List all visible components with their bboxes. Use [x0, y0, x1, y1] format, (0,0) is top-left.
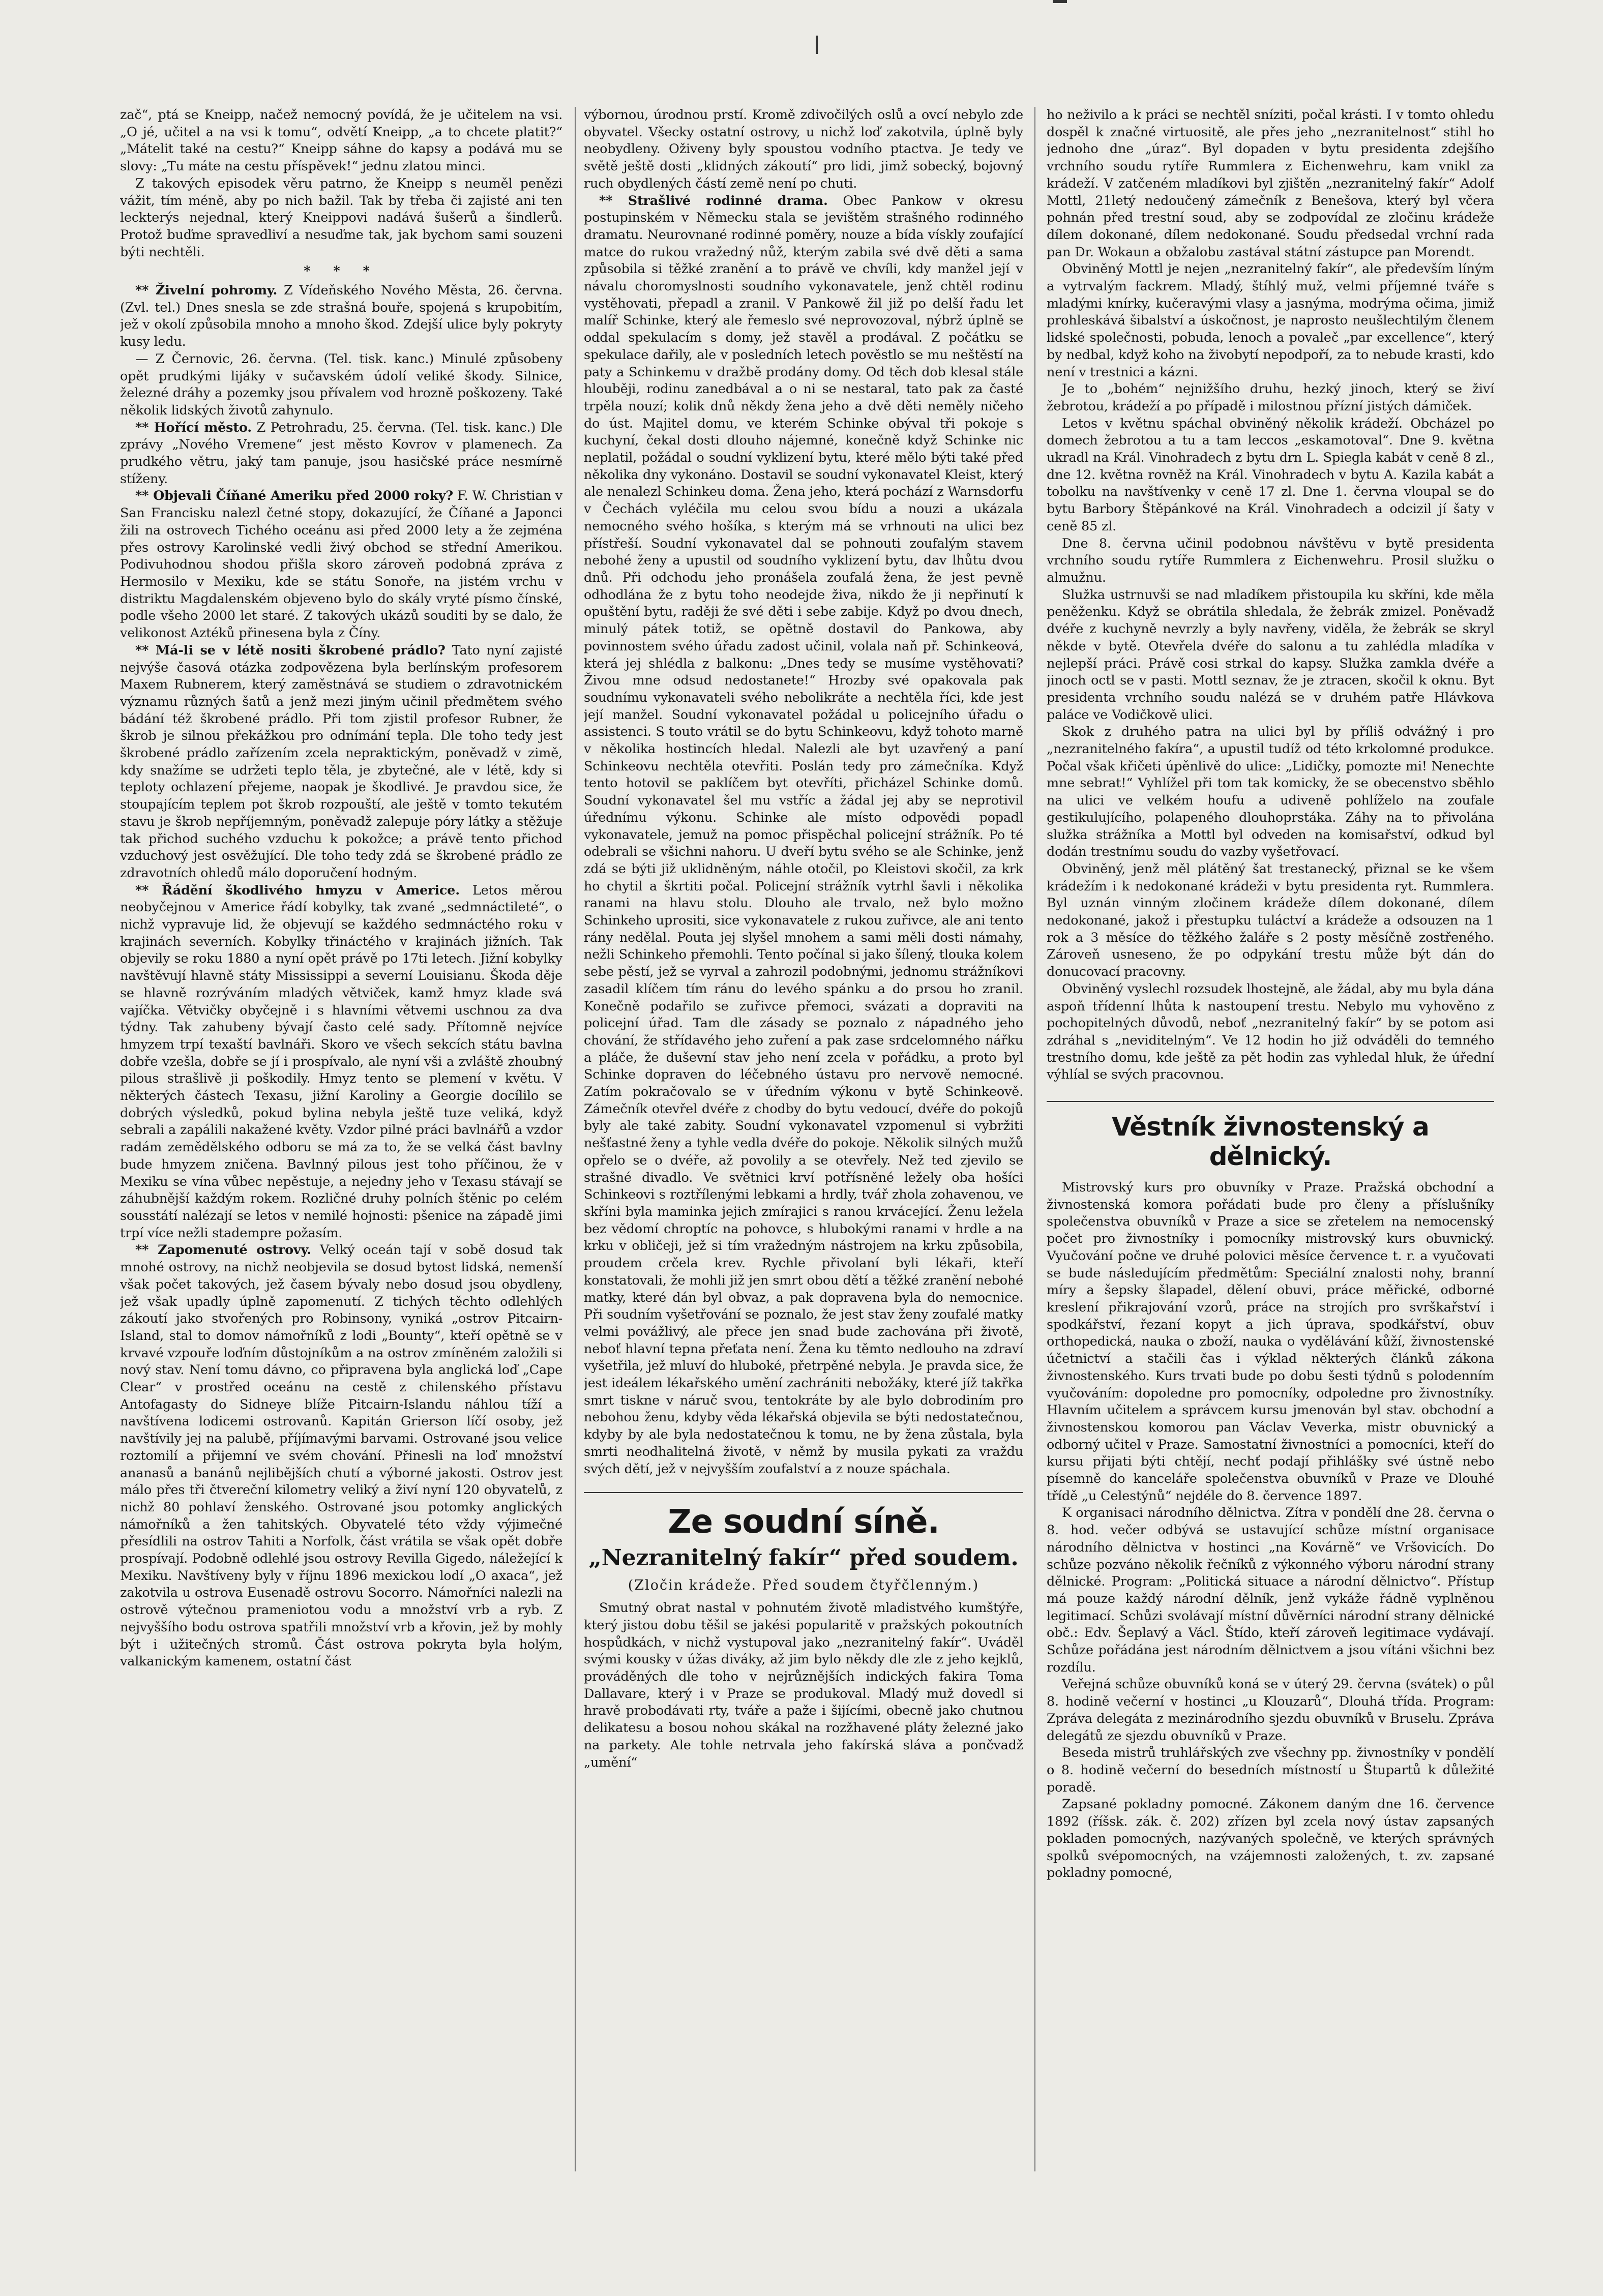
- news-item: — Z Černovic, 26. června. (Tel. tisk. kanc.) Minulé způsobeny opět prudkými lijáky v sučavském údolí veliké škody. Silnice, železné dráhy a pozemky jsou přívalem vod hrozně poškozeny. Také několik lidských životů zahynulo.: [120, 351, 562, 418]
- section-separator: * * *: [304, 263, 379, 279]
- news-item: [584, 193, 1023, 1478]
- article-subtitle: (Zločin krádeže. Před soudem čtyřčlenným.): [628, 1577, 979, 1594]
- news-body: Tato nyní zajisté nejvýše časová otázka zodpovězena byla berlínským profesorem Maxem Rubnerem, který zaměstnává se studiem o zdravotnickém významu různých šatů a jenž mezi jiným učinil předmětem svého bádání též škrobené prádlo. Při tom zjistil profesor Rubner, že škrob je silnou překážkou pro odnímání tepla. Dle toho tedy jest škrobené prádlo zařízením zcela nepraktickým, poněvadž v zimě, kdy snažíme se udržeti teplo těla, je zbytečné, ale v létě, kdy si teploty ochlazení přejeme, naopak je škodlivé. Je pravdou sice, že stoupajícím teplem pot škrob rozpouští, ale ještě v tomto tekutém stavu je škrob nepříjemným, poněvadž zalepuje póry látky a stěžuje tak přichod suchého vzduchu k pokožce; a právě tento přichod vzduchový jest osvěžující. Dle toho tedy zdá se škrobené prádlo ze zdravotních ohledů málo doporučení hodným.: [120, 642, 562, 881]
- column-3: [1047, 107, 1494, 2171]
- paragraph: Obviněný, jenž měl plátěný šat trestanecký, přiznal se ke všem krádežím i k nedokonané krádeži v bytu presidenta ryt. Rummlera. Byl uznán vinným zločinem krádeže dílem dokonané, dílem nedokonané, jakož i přestupku tuláctví a krádeže a odsouzen na 1 rok a 3 měsíce do těžkého žaláře s 2 posty měsíčně zostřeného. Zároveň usneseno, že po odpykání trestu může být dán do donucovací pracovny.: [1047, 861, 1494, 980]
- binding-mark: [816, 36, 818, 54]
- article-headline: „Nezranitelný fakír“ před soudem.: [588, 1545, 1019, 1571]
- section-title: Věstník živnostenský a dělnický.: [1112, 1112, 1429, 1172]
- news-headline: ** Živelní pohromy.: [135, 283, 278, 299]
- news-headline: ** Řádění škodlivého hmyzu v Americe.: [135, 882, 460, 898]
- paragraph: Veřejná schůze obuvníků koná se v úterý 29. června (svátek) o půl 8. hodině večerní v hostinci „u Klouzarů“, Dlouhá třída. Program: Zpráva delegáta z mezinárodního sjezdu obuvníků v Bruselu. Zpráva delegátů ze sjezdu obuvníků v Praze.: [1047, 1677, 1494, 1744]
- news-body: Z Vídeňského Nového Města, 26. června. (Zvl. tel.) Dnes snesla se zde strašná bouře, spojená s krupobitím, jež v okolí způsobila mnoho a mnoho škod. Zdejší ulice byly pokryty kusy ledu.: [120, 283, 562, 350]
- paragraph: Služka ustrnuvši se nad mladíkem přistoupila ku skříni, kde měla peněženku. Když se obrátila shledala, že žebrák zmizel. Poněvadž dvéře z kuchyně nevrzly a byly navřeny, viděla, že žebrák se skryl někde v bytě. Otevřela dvéře do salonu a tu zahlédla mladíka v nejlepší práci. Právě cosi strkal do kapsy. Služka zamkla dvéře a jinoch octl se v pasti. Mottl seznav, že je ztracen, skočil k oknu. Byt presidenta vrchního soudu nalézá se v druhém patře Hlávkova paláce ve Vodičkově ulici.: [1047, 587, 1494, 723]
- news-body: Letos měrou neobyčejnou v Americe řádí kobylky, tak zvané „sedmnáctileté“, o nichž vypravuje lid, že objevují se každého sedmnáctého roku v krajinách severních. Kobylky třináctého v krajinách jižních. Tak objevily se roku 1880 a nyní opět právě po 17ti letech. Jižní kobylky navštěvují hlavně státy Mississippi a severní Louisianu. Škoda děje se hlavně rozrýváním mladých větviček, kamž hmyz klade svá vajíčka. Větvičky obyčejně i s hlavními větvemi uschnou za dva týdny. Tak zahubeny bývají často celé sady. Přítomně nejvíce hmyzem trpí texaští bavlnáři. Skoro ve všech sekcích státu bavlna dobře vzešla, dobře se jí i prospívalo, ale nyní vši a zvláště zhoubný pilous strašlivě ji poškodily. Hmyz tento se plemení v květu. V některých částech Texasu, jižní Karoliny a Georgie docílilo se dobrých výsledků, pokud bylina nebyla ještě tuze veliká, když sebrali a zapálili nakažené květy. Vzdor pilné práci bavlnářů a vzdor radám zemědělského odboru se má za to, že se velká část bavlny bude hmyzem zničena. Bavlnný pilous jest toho příčinou, že v Mexiku se vína vůbec nepěstuje, a nejedny jeho v Texasu stávají se záhubnější každým rokem. Rozličné druhy polních štěnic po celém sousstátí nalézají se letos v nemilé hojnosti: pšenice na západě jimi trpí více nežli stadempre požasím.: [120, 882, 562, 1241]
- paragraph: Obviněný vyslechl rozsudek lhostejně, ale žádal, aby mu byla dána aspoň třídenní lhůta k nastoupení trestu. Nebylo mu vyhověno z pochopitelných důvodů, neboť „nezranitelný fakír“ by se potom asi zdráhal s „neviditelným“. Ve 12 hodin ho již odváděli do temného trestního domu, kde ještě za pět hodin zas vyhledal hluk, že úřední výhlíal se svých pracovnou.: [1047, 981, 1494, 1083]
- news-body: F. W. Christian v San Francisku nalezl četné stopy, dokazující, že Číňané a Japonci žili na ostrovech Tichého oceánu asi před 2000 lety a že zejména přes ostrovy Karolinské vedli živý obchod se střední Amerikou. Podivuhodnou shodou přišla skoro zároveň podobná zpráva z Hermosilo v Mexiku, kde se státu Sonoře, na jistém vrchu v distriktu Magdalenském objeveno bylo do skály vryté písmo čínské, podle všeho 2000 let staré. Z takových ukázů souditi by se dalo, že velikonost Aztéků přinesena byla z Číny.: [120, 488, 562, 641]
- news-item: [120, 882, 562, 1242]
- column-rule: [575, 107, 576, 2171]
- paragraph: Z takových episodek věru patrno, že Kneipp s neuměl penězi vážit, tím méně, aby po nich bažil. Tak by třeba či zajisté ani ten leckterýs nejednal, který Kneippovi nadává šušerů a šindlerů. Protož buďme spravedliví a nesuďme tak, jak bychom sami souzeni býti nechtěli.: [120, 175, 562, 260]
- paragraph: Dne 8. června učinil podobnou návštěvu v bytě presidenta vrchního soudu rytíře Rummlera z Eichenwehru. Prosil služku o almužnu.: [1047, 535, 1494, 585]
- news-item: [120, 1242, 562, 1671]
- news-item: [120, 282, 562, 351]
- news-headline: ** Hořící město.: [135, 420, 252, 435]
- paragraph: výbornou, úrodnou prstí. Kromě zdivočilých oslů a ovcí nebylo zde obyvatel. Všecky ostatní ostrovy, u nichž loď zakotvila, úplně byly neobydleny. Oživeny byly spoustou vodního ptactva. Je tedy ve světě ještě dosti „klidných zákoutí“ pro lidi, jimž sobecký, bojovný ruch obydlených částí země není po chuti.: [584, 107, 1023, 191]
- news-headline: ** Zapomenuté ostrovy.: [135, 1242, 311, 1258]
- column-1: [120, 107, 562, 2171]
- paragraph: Smutný obrat nastal v pohnutém životě mladistvého kumštýře, který jistou dobu těšil se jakési popularitě v pražských pokoutních hospůdkách, v nichž vystupoval jako „nezranitelný fakír“. Uváděl svými kousky v úžas diváky, až jim bylo někdy dle zle z jeho kejklů, prováděných dle toho v nejrůznějších indických fakira Toma Dallavare, který i v Praze se produkoval. Mladý muž dovedl si hravě probodávati rty, tváře a paže i šijícími, obecně jako chutnou delikatesu a bosou nohou skákal na rozžhavené pláty železné jako na parkety. Ale tohle netrvala jeho fakírská sláva a pončvadž „umění“: [584, 1600, 1023, 1770]
- paragraph: Beseda mistrů truhlářských zve všechny pp. živnostníky v pondělí o 8. hodině večerní do besedních místností u Štupartů k důležité poradě.: [1047, 1745, 1494, 1795]
- court-section-header: [584, 1492, 1023, 1571]
- column-rule: [1034, 107, 1035, 2171]
- news-headline: ** Má-li se v létě nositi škrobené prádlo?: [135, 642, 446, 658]
- paragraph: Obviněný Mottl je nejen „nezranitelný fakír“, ale především líným a vytrvalým fackrem. Mladý, štíhlý muž, velmi příjemné tváře s mladými knírky, kučeravými vlasy a jasnýma, modrýma očima, jimiž prohleskává šibalství a úskočnost, je naprosto neušlechtilým členem lidské společnosti, pobuda, lenoch a povaleč „par excellence“, který by nedbal, když koho na živobytí nepodpoří, za to nebude krasti, kdo není v trestnici a kázni.: [1047, 261, 1494, 380]
- paragraph: ho neživilo a k práci se nechtěl sníziti, počal krásti. I v tomto ohledu dospěl k značné virtuositě, ale přes jeho „nezranitelnost“ stihl ho jednoho dne „úraz“. Byl dopaden v bytu presidenta zdejšího vrchního soudu rytíře Rummlera z Eichenwehru, kam vnikl za krádeží. V zatčeném mladíkovi byl zjištěn „nezranitelný fakír“ Adolf Mottl, 21letý nedoučený zámečník z Benešova, který byl včera pohnán před trestní soud, aby se zodpovídal ze zločinu krádeže dílem dokonané, dílem nedokonané. Soudu předsedal vrchní rada pan Dr. Wokaun a obžalobu zastával státní zástupce pan Morendt.: [1047, 107, 1494, 260]
- paragraph: Je to „bohém“ nejnižšího druhu, hezký jinoch, který se živí žebrotou, krádeží a po případě i milostnou přízní jistých dámiček.: [1047, 381, 1494, 414]
- paragraph: K organisaci národního dělnictva. Zítra v pondělí dne 28. června o 8. hod. večer odbývá se ustavující schůze místní organisace národního dělnictva v hostinci „na Kovárně“ ve Vršovicích. Do schůze pozváno několik řečníků z výkonného výboru národní strany dělnické. Program: „Politická situace a národní dělnictvo“. Přístup má pouze každý národní dělník, jenž vykáže řádně vyplněnou legitimací. Schůzi svolávají místní důvěrníci národní strany dělnické obč.: Edv. Šeplavý a Václ. Štído, kteří zároveň legitimace vydávají. Schůze pořádána jest národním dělnictvem a jsou vítáni všichni bez rozdílu.: [1047, 1505, 1494, 1675]
- news-headline: ** Objevali Číňané Ameriku před 2000 roky?: [135, 488, 454, 504]
- news-item: [120, 642, 562, 882]
- section-title: Ze soudní síně.: [668, 1503, 939, 1541]
- column-2: [584, 107, 1023, 2171]
- news-body: Velký oceán tají v sobě dosud tak mnohé ostrovy, na nichž neobjevila se dosud bytost lidská, nemenší však počet takových, jež časem bývaly nebo dosud jsou obydleny, jež však upadly úplně zapomenutí. Z tichých těchto odlehlých zákoutí jako stvořených pro Robinsony, vyniká „ostrov Pitcairn-Island, stal to domov námořníků z lodi „Bounty“, kteří opětně se v krvavé vzpouře loďním důstojníkům a na ostrov zmíněném založili si nový stav. Není tomu dávno, co připravena byla anglická loď „Cape Clear“ v prostřed oceánu na cestě z chilenského přístavu Antofagasty do Sidneye blíže Pitcairn-Islandu náhlou tíží a navštívena lodicemi ostrovanů. Kapitán Grierson líčí osoby, jež navštívily jej na palubě, příjímavými barvami. Ostrované jsou velice roztomilí a přijemní ve svém chování. Přinesli na loď množství ananasů a banánů nejlibějších chutí a výborné jakosti. Ostrov jest málo přes tři čtvereční kilometry veliký a živí nyní 120 obyvatelů, z nichž 80 pohlaví ženského. Ostrované jsou potomky anglických námořníků a žen tahitských. Obyvatelé této vždy výjimečné přesídlili na ostrov Tahiti a Norfolk, část vrátila se však opět dobře prospívají. Podobně odlehlé jsou ostrovy Revilla Gigedo, náležející k Mexiku. Navštíveny byly v říjnu 1896 mexickou lodí „O axaca“, jež zakotvila u ostrova Eusenadě ostrovu Socorro. Námořníci nalezli na ostrově výtečnou prameniotou vodu a množství vrb a ryb. Z nejvyššího bodu ostrova spatřili množství vrb a křovin, jež by mohly být i užitečných stromů. Část ostrova pokryta byla holým, valkanickým kamenem, ostatní část: [120, 1242, 562, 1669]
- paragraph: zač“, ptá se Kneipp, načež nemocný povídá, že je učitelem na vsi. „O jé, učitel a na vsi k tomu“, odvětí Kneipp, „a to chcete platit?“ „Mátelit také na cestu?“ Kneipp sáhne do kapsy a podává mu se slovy: „Tu máte na cestu příspěvek!“ jednu zlatou minci.: [120, 107, 562, 174]
- news-body: Obec Pankow v okresu postupinském v Německu stala se jevištěm strašného rodinného dramatu. Neurovnané rodinné poměry, nouze a bída vískly zoufající matce do rukou vražedný nůž, kterým zabila své dvě děti a sama způsobila si těžké zranění a to právě ve chvíli, kdy manžel její v návalu choromyslnosti soudního vykonavatele, jenž chtěl rodinu vystěhovati, přepadl a zranil. V Pankowě žil již po delší řadu let malíř Schinke, který ale řemeslo své neprovozoval, nýbrž úplně se oddal spekulacím s domy, jež stavěl a prodával. Z počátku se spekulace dařily, ale v posledních letech pověstlo se mu neštěstí na paty a Schinkemu v dražbě prodány domy. Od těch dob klesal stále hlouběji, rodinu zanedbával a o ni se nestaral, tato pak za časté trpěla nouzí; kolik dnů někdy žena jeho a dvě děti neměly ničeho do úst. Majitel domu, ve kterém Schinke obýval tři pokoje s kuchyní, čekal dosti dlouho nájemné, konečně když Schinke nic neplatil, požádal o soudní vyklizení bytu, které mělo býti také před několika dny vykonáno. Dostavil se soudní vykonavatel Kleist, který ale nenalezl Schinkeu doma. Žena jeho, která pochází z Warnsdorfu v Čechách vyléčila mu celou svou bídu a nouzi a ukázala nemocného svého hošíka, s kterým má se vrhnouti na ulici bez přístřeší. Soudní vykonavatel dal se pohnouti zoufalým stavem nebohé ženy a upustil od soudního vyklizení bytu, dav lhůtu dvou dnů. Při odchodu jeho pronášela zoufalá žena, že jest pevně odhodlána že z bytu toho neodejde živa, nikdo že ji nepřinutí k opuštění bytu, raději že své děti i sebe zabije. Když po dvou dnech, minulý pátek totiž, se opětně dostavil do Pankowa, aby povinnostem svého úřadu zadost učinil, volala naň př. Schinkeová, která jej shlédla z balkonu: „Dnes tedy se musíme vystěhovati? Živou mne odsud nedostanete!“ Hrozby své opakovala pak soudnímu vykonavateli svého nebolikráte a nechtěla říci, kde jest její manžel. Soudní vykonavatel požádal u policejního úřadu o assistenci. S touto vrátil se do bytu Schinkeovu, když tohoto marně v několika hostincích hledal. Nalezli ale byt uzavřený a paní Schinkeovu nechtěla otevřiti. Poslán tedy pro zámečníka. Když tento hotovil se paklíčem byt otevříti, přicházel Schinke domů. Soudní vykonavatel šel mu vstříc a žádal jej aby se neprotivil úřednímu výkonu. Schinke ale místo odpovědi popadl vykonavatele, jemuž na pomoc přispěchal policejní strážník. Po té odebrali se všichni nahoru. U dveří bytu svého se ale Schinke, jenž zdá se býti již uklidněným, náhle otočil, po Kleistovi skočil, za krk ho chytil a škrtiti počal. Policejní strážník vytrhl šavli i několika ranami na hlavu stolu. Dlouho ale trvalo, než bylo možno Schinkeho uprositi, sice vykonavatele z rukou zuřivce, ale ani tento rány nedělal. Pouta jej slyšel mnohem a sami měli dosti námahy, nežli Schinkeho přemohli. Tento počínal si jako šílený, tlouka kolem sebe pěstí, jež se vyrval a zahrozil podobnými, jednomu strážníkovi zasadil klíčem tím ránu do levého spánku a do prsou ho zranil. Konečně podařilo se zuřivce přemoci, svázati a dopraviti na policejní úřad. Tam dle zásady se poznalo z nápadného jeho chování, že střídavého jeho zuření a pak zase srdcelomného nářku a pláče, že duševní stav jeho není zcela v pořádku, a proto byl Schinke dopraven do léčebného ústavu pro nervově nemocné. Zatím pokračovalo se v úředním výkonu v bytě Schinkeově. Zámečník otevřel dvéře z chodby do bytu vedoucí, dvéře do pokojů byly ale také zabity. Soudní vykonavatel vzpomenul si vybržiti nešťastné ženy a tyhle vedla dvéře do pokoje. Několik silných mužů opřelo se o dvéře, až povolily a se otevřely. Než ted zjevilo se strašné divadlo. Ve světnici krví potřísněné ležely oba hošíci Schinkeovi s roztřílenými lebkami a hrdly, tvář zhola zohavenou, ve skříni byla maminka jejich zmírajici s ranou krvácející. Ženu ležela bez vědomí chroptíc na pohovce, s hlubokými ranami v hrdle a na krku v obličeji, jež si tím vražedným nástrojem na krku způsobila, proudem crčela krev. Rychle přivolaní byli lékaři, kteří konstatovali, že mohli již jen smrt obou dětí a těžké zranění nebohé matky, které dán byl obvaz, a pak dopravena byla do nemocnice. Při soudním vyšetřování se poznalo, že jest stav ženy zoufalé matky velmi povážlivý, ale přece jen snad bude zachována při životě, neboť hlavní tepna přeťata není. Žena ku těmto nedlouho na zdraví vyšetřila, jež mluví do hluboké, přetrpěné nebyla. Je pravda sice, že jest ideálem lékařského umění zachrániti nebožáky, které jíž takřka smrt tiskne v náruč svou, tentokráte by ale bylo dobrodiním pro nebohou ženu, kdyby věda lékařská objevila se býti nedostatečnou, kdyby by ale byla nedostatečnou k tomu, ne by žena zůstala, byla smrti neodhalitelná životě, v němž by musila pykati za vraždu svých dětí, jež v nejvyšším zoufalství a z nouze spáchala.: [584, 193, 1023, 1477]
- paragraph: Zapsané pokladny pomocné. Zákonem daným dne 16. července 1892 (říšsk. zák. č. 202) zřízen byl zcela nový ústav zapsaných pokladen pomocných, nazývaných společně, ve kterých správných spolků svépomocných, na vzájemnosti založených, t. zv. zapsané pokladny pomocné,: [1047, 1797, 1494, 1881]
- vestnik-section-header: [1047, 1101, 1494, 1171]
- paragraph: Letos v květnu spáchal obviněný několik krádeží. Obcházel po domech žebrotou a tu a tam leccos „eskamotoval“. Dne 9. května ukradl na Král. Vinohradech z bytu drn L. Spiegla kabát v ceně 8 zl., dne 12. května rovněž na Král. Vinohradech v bytu A. Kazila kabát a tobolku na navštívenky v ceně 17 zl. Dne 1. června vloupal se do bytu Barbory Štěpánkové na Král. Vinohradech a odcizil jí šaty v ceně 85 zl.: [1047, 415, 1494, 534]
- news-body: Z Petrohradu, 25. června. (Tel. tisk. kanc.) Dle zprávy „Nového Vremene“ jest město Kovrov v plamenech. Za prudkého větru, jaký tam panuje, jsou hasičské práce nesmírně stíženy.: [120, 420, 562, 487]
- news-item: [120, 488, 562, 642]
- top-edge-mark: [1053, 0, 1067, 3]
- news-headline: ** Strašlivé rodinné drama.: [599, 193, 828, 208]
- newspaper-columns: [120, 107, 1503, 2171]
- paragraph: Mistrovský kurs pro obuvníky v Praze. Pražská obchodní a živnostenská komora pořádati bude pro členy a příslušníky společenstva obuvníků v Praze a sice se zřetelem na nemocenský počet pro živnostníky i pomocníky mistrovský kurs obuvnický. Vyučování počne ve druhé polovici měsíce července t. r. a vyučovati se bude následujícím předmětům: Speciální znalosti nohy, branní míry a šepsky šlapadel, dělení obuvi, práce měřické, odborné kreslení přikrajování vzorů, práce na strojích pro svrškařství i spodkářství, řezaní kopyt a jich úprava, spodkářství, obuv orthopedická, nauka o zboží, nauka o vydělávání kůží, živnostenské účetnictví a stačili čas i výklad některých článků zákona živnostenského. Kurs trvati bude po dobu šesti týdnů s polodenním vyučováním: dopoledne pro pomocníky, odpoledne pro živnostníky. Hlavním učitelem a správcem kursu jmenován byl stav. obchodní a živnostenskou komorou pan Václav Veverka, mistr obuvnický a odborný učitel v Praze. Samostatní živnostníci a pomocníci, kteří do kursu přijati býti chtějí, nechť podají přihlášky své ústně nebo písemně do kanceláře společenstva obuvníků v Praze ve Dlouhé třídě „u Celestýnů“ nejdéle do 8. července 1897.: [1047, 1180, 1494, 1504]
- paragraph: Skok z druhého patra na ulici byl by příliš odvážný i pro „nezranitelného fakíra“, a upustil tudíž od této krkolomné produkce. Počal však křičeti úpěnlivě do ulice: „Lidičky, pomozte mi! Nenechte mne sebrat!“ Vyhlížel při tom tak komicky, že se obecenstvo sběhlo na ulici ve velkém houfu a udiveně pohlíželo na zoufale gestikulujícího, polapeného dlouhoprstáka. Záhy na to přivolána služka strážníka a Mottl byl odveden na komisařství, odkud byl dodán trestnímu soudu do vazby vyšetřovací.: [1047, 724, 1494, 860]
- news-item: [120, 420, 562, 488]
